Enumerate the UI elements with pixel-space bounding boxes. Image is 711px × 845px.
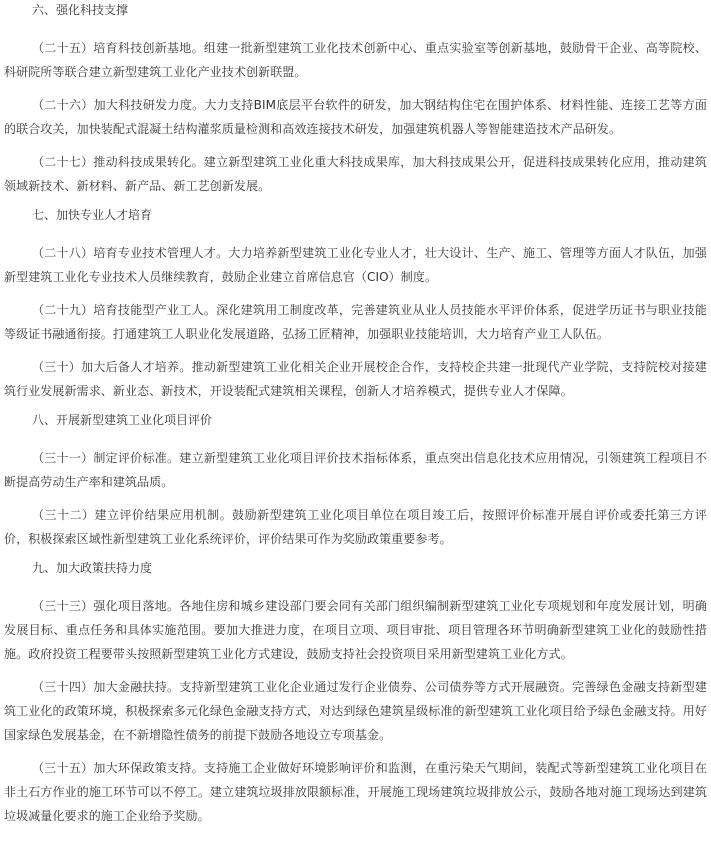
- document-body: [0, 2, 711, 828]
- section-heading-9: 九、加大政策扶持力度: [32, 561, 153, 575]
- paragraph-34: （三十四）加大金融扶持。支持新型建筑工业化企业通过发行企业债券、公司债券等方式开展融资。完善绿色金融支持新型建筑工业化的政策环境，积极探索多元化绿色金融支持方式，对达到绿色建筑星级标准的新型建筑工业化项目给予绿色金融支持。用好国家绿色发展基金，在不新增隐性债务的前提下鼓励各地设立专项基金。: [4, 680, 707, 742]
- paragraph-29: （二十九）培育技能型产业工人。深化建筑用工制度改革，完善建筑业从业人员技能水平评价体系，促进学历证书与职业技能等级证书融通衔接。打通建筑工人职业化发展道路，弘扬工匠精神，加强职业技能培训，大力培育产业工人队伍。: [4, 303, 707, 341]
- paragraph-25: （二十五）培育科技创新基地。组建一批新型建筑工业化技术创新中心、重点实验室等创新基地，鼓励骨干企业、高等院校、科研院所等联合建立新型建筑工业化产业技术创新联盟。: [4, 41, 707, 79]
- paragraph-28: （二十八）培育专业技术管理人才。大力培养新型建筑工业化专业人才，壮大设计、生产、施工、管理等方面人才队伍，加强新型建筑工业化专业技术人员继续教育，鼓励企业建立首席信息官（CIO）制度。: [4, 246, 707, 284]
- paragraph-35: （三十五）加大环保政策支持。支持施工企业做好环境影响评价和监测，在重污染天气期间，装配式等新型建筑工业化项目在非土石方作业的施工环节可以不停工。建立建筑垃圾排放限额标准，开展施工现场建筑垃圾排放公示，鼓励各地对施工现场达到建筑垃圾减量化要求的施工企业给予奖励。: [4, 761, 707, 823]
- section-heading-7: 七、加快专业人才培育: [32, 208, 153, 222]
- paragraph-30: （三十）加大后备人才培养。推动新型建筑工业化相关企业开展校企合作，支持校企共建一批现代产业学院，支持院校对接建筑行业发展新需求、新业态、新技术，开设装配式建筑相关课程，创新人才培养模式，提供专业人才保障。: [4, 360, 707, 398]
- section-heading-8: 八、开展新型建筑工业化项目评价: [32, 413, 213, 427]
- paragraph-32: （三十二）建立评价结果应用机制。鼓励新型建筑工业化项目单位在项目竣工后，按照评价标准开展自评价或委托第三方评价，积极探索区域性新型建筑工业化系统评价，评价结果可作为奖励政策重要参考。: [4, 508, 707, 546]
- paragraph-31: （三十一）制定评价标准。建立新型建筑工业化项目评价技术指标体系，重点突出信息化技术应用情况，引领建筑工程项目不断提高劳动生产率和建筑品质。: [4, 451, 707, 489]
- section-heading-6: 六、强化科技支撑: [32, 3, 129, 17]
- paragraph-27: （二十七）推动科技成果转化。建立新型建筑工业化重大科技成果库，加大科技成果公开，促进科技成果转化应用，推动建筑领域新技术、新材料、新产品、新工艺创新发展。: [4, 155, 707, 193]
- paragraph-33: （三十三）强化项目落地。各地住房和城乡建设部门要会同有关部门组织编制新型建筑工业化专项规划和年度发展计划，明确发展目标、重点任务和具体实施范围。要加大推进力度，在项目立项、项目审批、项目管理各环节明确新型建筑工业化的鼓励性措施。政府投资工程要带头按照新型建筑工业化方式建设，鼓励支持社会投资项目采用新型建筑工业化方式。: [4, 599, 707, 661]
- paragraph-26: （二十六）加大科技研发力度。大力支持BIM底层平台软件的研发，加大钢结构住宅在围护体系、材料性能、连接工艺等方面的联合攻关，加快装配式混凝土结构灌浆质量检测和高效连接技术研发，加强建筑机器人等智能建造技术产品研发。: [4, 98, 707, 136]
